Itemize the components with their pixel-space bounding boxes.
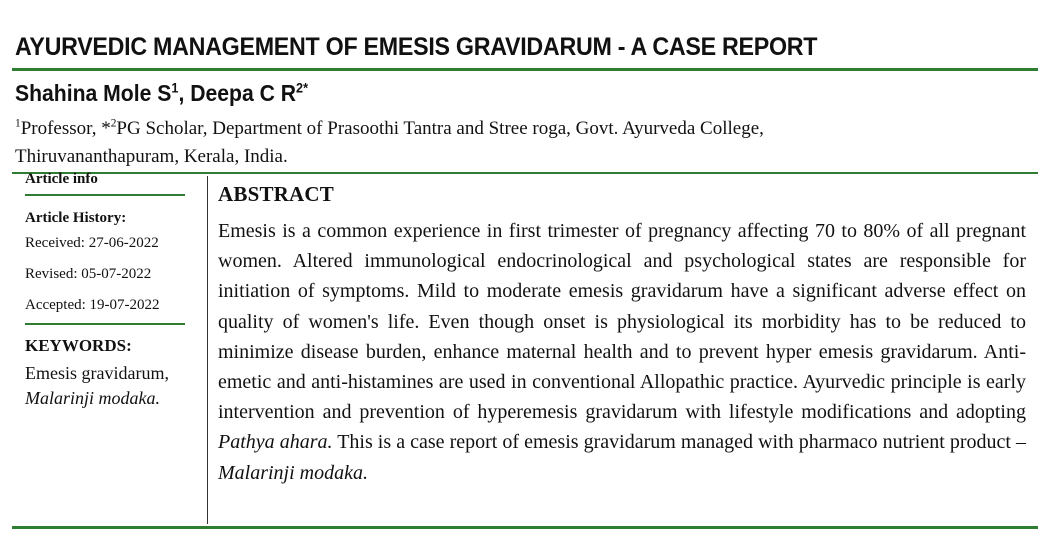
author-1-affiliation-mark: 1 bbox=[171, 80, 179, 96]
abstract-italic-term-2: Malarinji modaka. bbox=[218, 461, 368, 484]
article-info-heading: Article info bbox=[25, 164, 185, 196]
article-info-sidebar bbox=[25, 171, 185, 411]
affiliation-part-1: Professor, * bbox=[20, 118, 111, 139]
footer-divider bbox=[12, 526, 1038, 529]
received-date: Received: 27-06-2022 bbox=[25, 235, 159, 251]
affiliation bbox=[15, 115, 915, 171]
abstract-text-part-2: This is a case report of emesis gravidarum managed with pharmaco nutrient product – bbox=[332, 431, 1026, 454]
keyword-item: Malarinji modaka. bbox=[25, 388, 160, 408]
accepted-date: Accepted: 19-07-2022 bbox=[25, 297, 160, 313]
author-1-name: Shahina Mole S bbox=[15, 80, 172, 106]
author-2-name: Deepa C R bbox=[190, 80, 297, 106]
author-2-affiliation-mark: 2* bbox=[296, 80, 309, 96]
abstract-text bbox=[218, 216, 1026, 488]
affiliation-mark-2: 2 bbox=[110, 117, 117, 130]
author-line bbox=[15, 80, 308, 107]
revised-date: Revised: 05-07-2022 bbox=[25, 266, 152, 282]
article-history bbox=[25, 208, 185, 325]
article-history-heading: Article History: bbox=[25, 210, 127, 226]
abstract-heading: ABSTRACT bbox=[218, 182, 334, 206]
affiliation-mark-1: 1 bbox=[15, 117, 21, 130]
paper-title: AYURVEDIC MANAGEMENT OF EMESIS GRAVIDARUM - A CASE REPORT bbox=[15, 33, 818, 61]
keywords-list bbox=[25, 361, 185, 411]
affiliation-part-2: PG Scholar, Department of Prasoothi Tantra and Stree roga, Govt. Ayurveda College, Thiruvananthapuram, Kerala, India. bbox=[15, 118, 764, 167]
abstract-italic-term-1: Pathya ahara. bbox=[218, 431, 333, 454]
keywords-heading: KEYWORDS: bbox=[25, 336, 132, 355]
title-divider bbox=[12, 68, 1038, 71]
author-separator: , bbox=[178, 80, 191, 106]
column-divider bbox=[207, 176, 208, 524]
abstract-text-part-1: Emesis is a common experience in first trimester of pregnancy affecting 70 to 80% of all pregnant women. Altered immunological endocrinological and psychological states are responsible for initiation of symptoms. Mild to moderate emesis gravidarum have a significant adverse effect on quality of women's life. Even though onset is physiological its morbidity has to be reduced to minimize disease burden, enhance maternal health and to prevent hyper emesis gravidarum. Anti-emetic and anti-histamines are used in conventional Allopathic practice. Ayurvedic principle is early intervention and prevention of hyperemesis gravidarum with lifestyle modifications and adopting bbox=[218, 220, 1026, 424]
keyword-item: Emesis gravidarum, bbox=[25, 363, 169, 383]
